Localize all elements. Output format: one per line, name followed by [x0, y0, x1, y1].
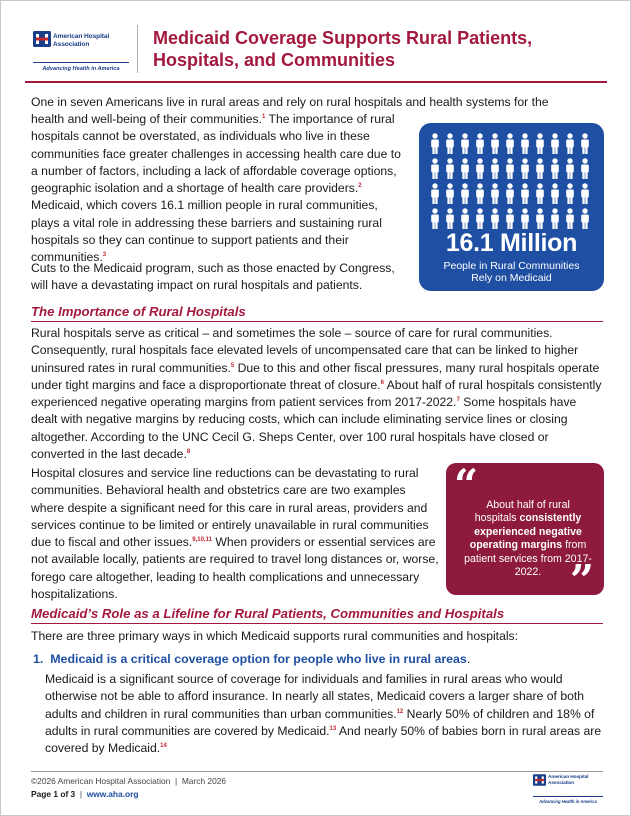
person-icon	[551, 158, 559, 179]
person-icon	[431, 183, 439, 204]
person-icon	[461, 158, 469, 179]
person-icon	[536, 208, 544, 229]
logo-name: American Hospital Association	[53, 33, 110, 48]
person-icon	[431, 208, 439, 229]
person-icon	[581, 183, 589, 204]
close-quote-icon: ”	[569, 556, 594, 605]
person-icon	[491, 133, 499, 154]
person-icon	[431, 158, 439, 179]
person-icon	[566, 208, 574, 229]
person-icon	[536, 183, 544, 204]
person-icon	[551, 133, 559, 154]
aha-website-link[interactable]: www.aha.org	[86, 789, 139, 799]
person-icon	[446, 158, 454, 179]
person-icon	[521, 208, 529, 229]
person-icon	[431, 133, 439, 154]
list-item-paragraph: Medicaid is a significant source of coverage for individuals and families in rural areas who would otherwise not be able to afford insurance. In nearly all states, Medicaid covers a larger share of both adults and children in rural communities than urban communities.$^{12}$ Nearly 50% of children and 18% of adults in rural communities are covered by Medicaid.$^{13}$ And nearly 50% of babies born in rural areas are covered by Medicaid.$^{14}$	[45, 672, 602, 756]
person-icon	[461, 208, 469, 229]
person-icon	[476, 133, 484, 154]
person-icon	[521, 183, 529, 204]
person-icon	[551, 208, 559, 229]
aha-logo	[33, 31, 133, 75]
person-icon	[491, 183, 499, 204]
person-icon	[446, 208, 454, 229]
open-quote-icon: “	[454, 460, 479, 509]
person-icon	[566, 133, 574, 154]
intro-line: One in seven Americans live in rural areas and rely on rural hospitals and health systems for the	[31, 95, 549, 109]
header-divider	[137, 25, 138, 73]
stat-label: People in Rural Communities Rely on Medicaid	[443, 260, 580, 284]
intro-paragraph: health and well-being of their communities.$^1$ The importance of rural hospitals cannot be overstated, as individuals who live in these communities face greater challenges in accessing health care due to a number of factors, including a lack of affordable coverage options, geographic isolation and a shortage of health care providers.$^2$ Medicaid, which covers 16.1 million people in rural communities, plays a vital role in addressing these barriers and sustaining rural hospitals so they can continue to support patients and their communities.$^3$	[31, 112, 401, 265]
footer-rule	[31, 771, 603, 772]
person-icon	[581, 133, 589, 154]
person-icon	[506, 208, 514, 229]
logo-tagline: Advancing Health in America	[533, 796, 603, 804]
person-icon	[521, 158, 529, 179]
person-icon	[506, 158, 514, 179]
stat-figure: 16.1 Million	[445, 229, 578, 257]
person-icon	[446, 183, 454, 204]
section-rule	[31, 623, 603, 624]
section-heading-importance: The Importance of Rural Hospitals	[31, 304, 246, 319]
list-item-heading: 1. Medicaid is a critical coverage option for people who live in rural areas.	[33, 652, 471, 666]
person-icon	[491, 208, 499, 229]
person-icon	[461, 133, 469, 154]
page-title: Medicaid Coverage Supports Rural Patients, Hospitals, and Communities	[153, 28, 533, 70]
logo-name: American Hospital Association	[548, 775, 589, 786]
logo-tagline: Advancing Health in America	[33, 62, 129, 72]
intro-cuts-paragraph: Cuts to the Medicaid program, such as those enacted by Congress, will have a devastating impact on rural hospitals and patients.	[31, 261, 395, 293]
person-icon	[536, 133, 544, 154]
footer-copyright: ©2026 American Hospital Association | March 2026	[31, 776, 227, 786]
header	[25, 23, 615, 79]
people-icon-grid	[429, 133, 594, 233]
person-icon	[566, 183, 574, 204]
person-icon	[476, 158, 484, 179]
aha-logo-icon	[33, 31, 51, 47]
person-icon	[476, 208, 484, 229]
rural-hospitals-paragraph: Rural hospitals serve as critical – and sometimes the sole – source of care for rural communities. Consequently, rural hospitals face elevated levels of uncompensated care that can be linked to higher uninsured rates in rural communities.$^5$ Due to this and other fiscal pressures, many rural hospitals operate under tight margins and face a disproportionate threat of closure.$^6$ About half of rural hospitals consistently experienced negative operating margins from patient services from 2017-2022.$^7$ Some hospitals have dealt with negative margins by reducing costs, which can include eliminating service lines or closing altogether. According to the UNC Cecil G. Sheps Center, over 100 rural hospitals have closed or converted in the last decade.$^8$	[31, 326, 602, 462]
closures-paragraph: Hospital closures and service line reductions can be devastating to rural communities. Behavioral health and obstetrics care are two examples where despite a significant need for this care in rural areas, providers and services continue to be limited or entirely unavailable in rural communities due to fiscal and other issues.$^{9,10,11}$ When providers or essential services are not available locally, patients are required to travel long distances or, worse, forego care altogether, leading to health complications and unnecessary hospitalizations.	[31, 466, 439, 602]
header-rule	[25, 81, 607, 83]
section-rule	[31, 321, 603, 322]
person-icon	[446, 133, 454, 154]
person-icon	[461, 183, 469, 204]
footer-aha-logo	[533, 774, 605, 804]
person-icon	[521, 133, 529, 154]
person-icon	[581, 208, 589, 229]
stat-callout	[419, 123, 604, 291]
person-icon	[491, 158, 499, 179]
page-number: Page 1 of 3	[31, 789, 76, 799]
person-icon	[506, 183, 514, 204]
person-icon	[551, 183, 559, 204]
footer-page-info: Page 1 of 3 | www.aha.org	[31, 789, 139, 799]
person-icon	[476, 183, 484, 204]
section-heading-lifeline: Medicaid’s Role as a Lifeline for Rural Patients, Communities and Hospitals	[31, 606, 505, 621]
lifeline-intro: There are three primary ways in which Medicaid supports rural communities and hospitals:	[31, 629, 519, 643]
person-icon	[536, 158, 544, 179]
quote-callout	[446, 460, 604, 605]
person-icon	[581, 158, 589, 179]
person-icon	[566, 158, 574, 179]
person-icon	[506, 133, 514, 154]
quote-text: About half of rural hospitals consistently experienced negative operating margins from patient services from 2017-2022.	[464, 499, 592, 579]
aha-logo-icon	[533, 774, 546, 786]
